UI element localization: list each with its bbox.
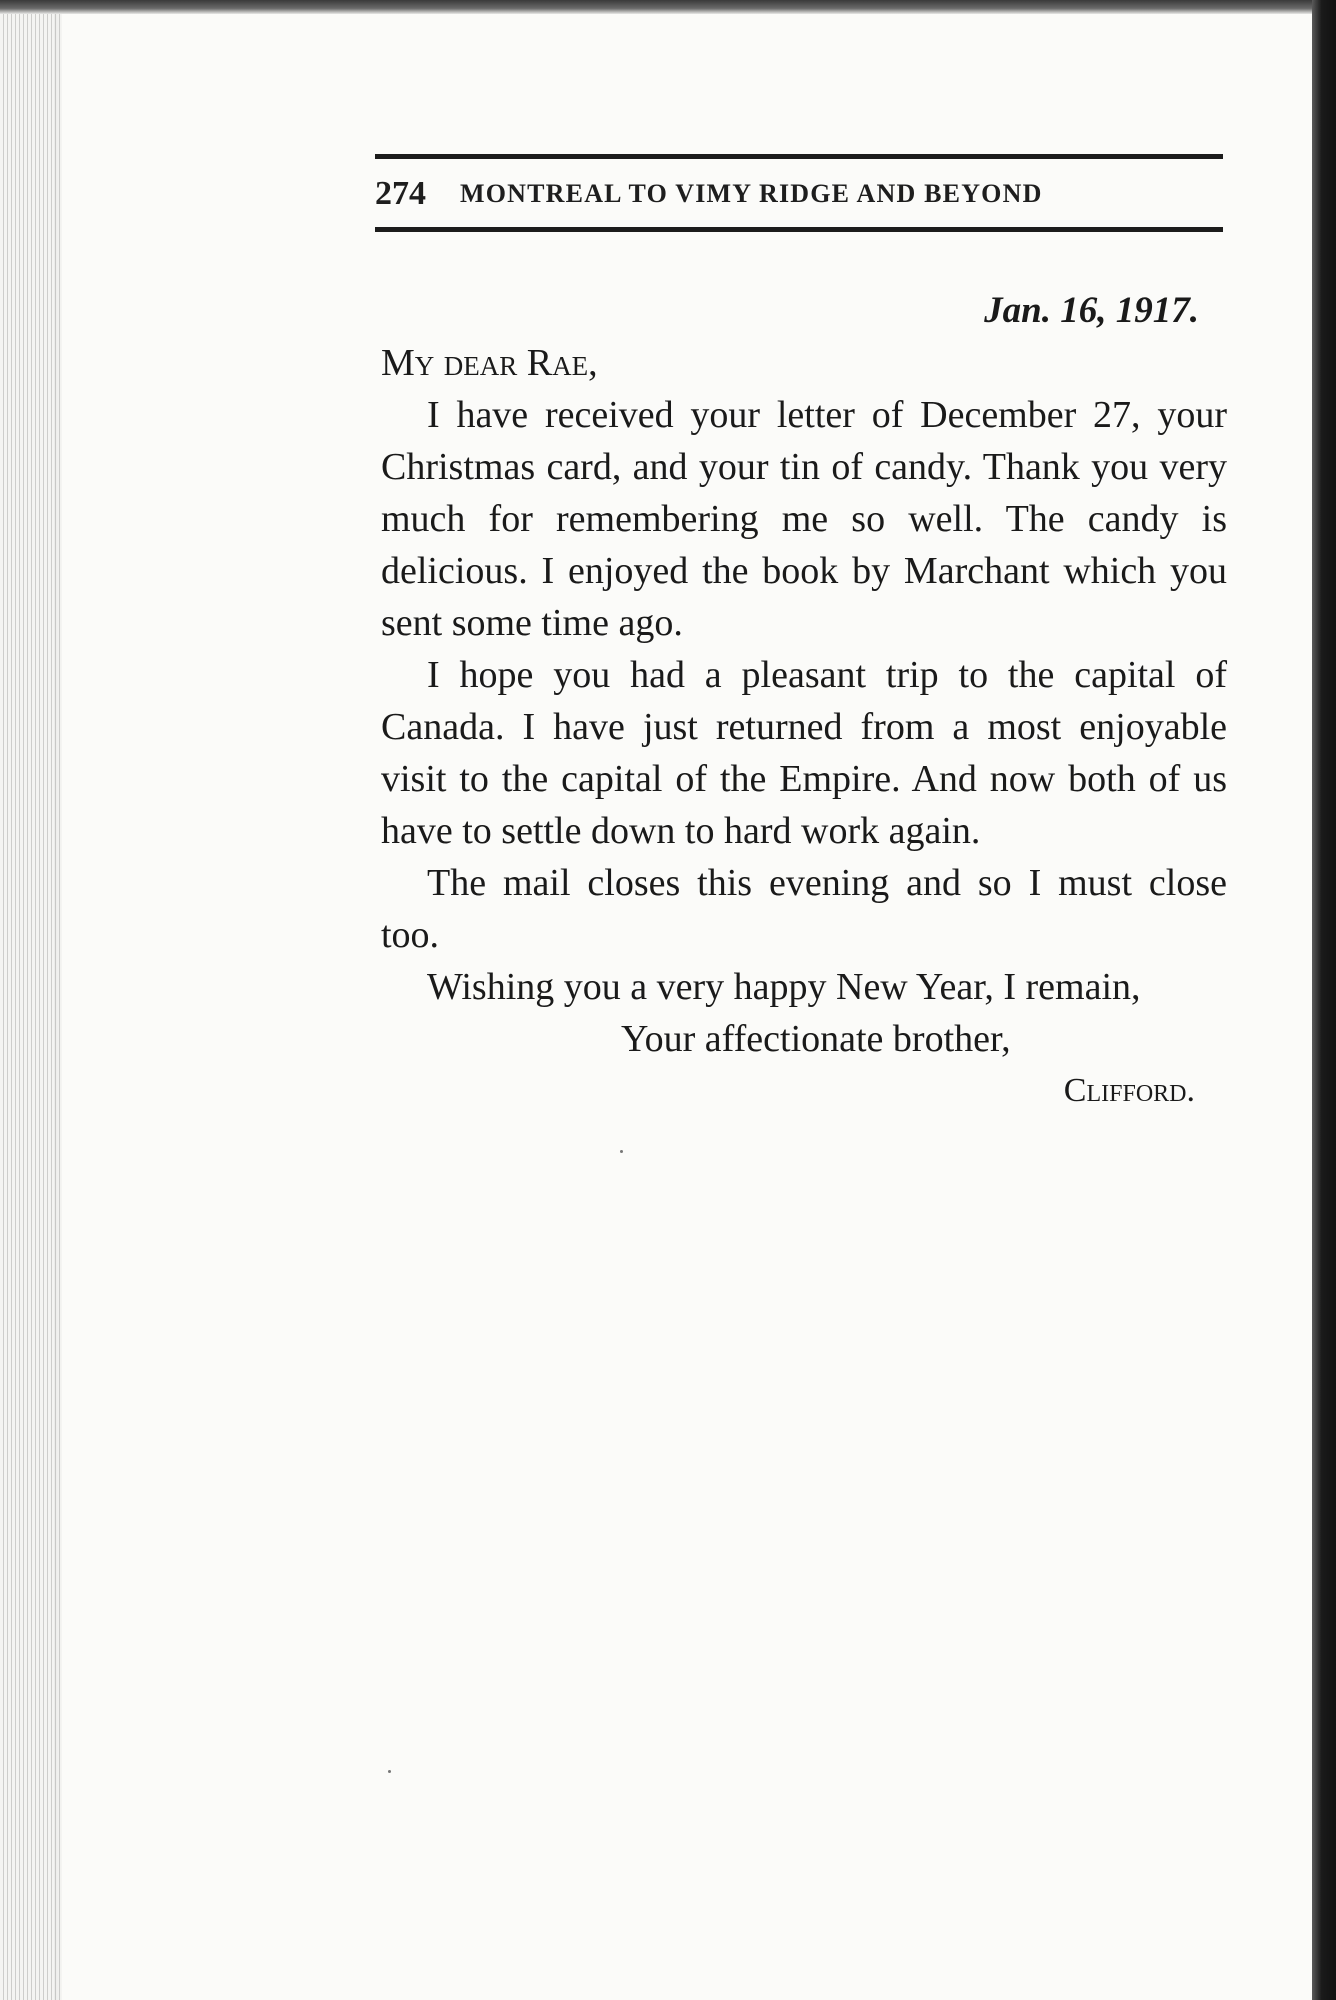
letter-salutation: My dear Rae, (381, 342, 598, 384)
scan-top-edge (0, 0, 1336, 14)
letter-date: Jan. 16, 1917. (984, 290, 1199, 331)
letter-paragraph-1: I have received your letter of December 27, your Christmas card, and your tin of candy. Thank you very much for remembering me so well. The candy is delicious. I enjoyed the book by Marchant which you sent some time ago. (381, 394, 1227, 644)
letter-paragraph-4: Wishing you a very happy New Year, I remain, (427, 966, 1141, 1008)
letter-closing: Your affectionate brother, (621, 1018, 1011, 1060)
header-rule-bottom (375, 227, 1223, 232)
book-title: MONTREAL TO VIMY RIDGE AND BEYOND (460, 179, 1043, 208)
page-edge-stack (0, 0, 62, 2000)
page-number: 274 (375, 175, 426, 212)
letter-body (381, 285, 1227, 1117)
scan-binding-edge (1312, 0, 1336, 2000)
running-head-line (375, 159, 1223, 227)
paper-speck (620, 1150, 623, 1153)
letter-signature: Clifford. (1063, 1072, 1195, 1109)
running-head (375, 154, 1223, 232)
letter-paragraph-3: The mail closes this evening and so I must close too. (381, 862, 1227, 956)
letter-paragraph-2: I hope you had a pleasant trip to the capital of Canada. I have just returned from a most enjoyable visit to the capital of the Empire. And now both of us have to settle down to hard work again. (381, 654, 1227, 852)
paper-speck (388, 1770, 391, 1773)
